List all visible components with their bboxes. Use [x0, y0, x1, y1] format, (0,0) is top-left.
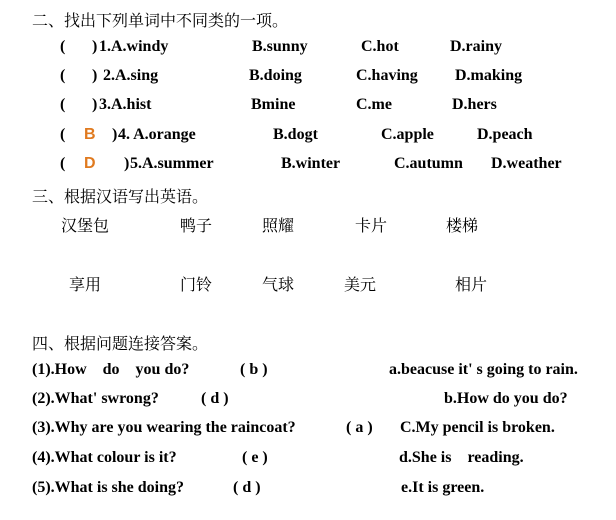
- option-a: 2.A.sing: [103, 67, 159, 84]
- option-a: 5.A.summer: [130, 155, 214, 172]
- option-b: Bmine: [251, 96, 296, 113]
- option-b: B.winter: [281, 155, 341, 172]
- chinese-word: 楼梯: [446, 216, 479, 235]
- option-d: D.hers: [452, 96, 497, 113]
- paren-close: ): [124, 155, 130, 172]
- answer-option: e.It is green.: [401, 479, 485, 496]
- section4-heading: 四、根据问题连接答案。: [32, 334, 209, 353]
- section2-heading: 二、找出下列单词中不同类的一项。: [32, 11, 289, 30]
- answer-option: a.beacuse it' s going to rain.: [389, 361, 578, 378]
- option-b: B.sunny: [252, 38, 308, 55]
- paren-open: (: [60, 126, 66, 143]
- option-b: B.doing: [249, 67, 302, 84]
- chinese-word: 美元: [344, 275, 377, 294]
- chinese-word: 照耀: [262, 216, 295, 235]
- option-c: C.hot: [361, 38, 399, 55]
- question: (1).How do you do?: [32, 361, 190, 378]
- section3-heading: 三、根据汉语写出英语。: [32, 187, 209, 206]
- option-a: 1.A.windy: [99, 38, 169, 55]
- answer-option: d.She is reading.: [399, 449, 524, 466]
- option-c: C.autumn: [394, 155, 463, 172]
- chinese-word: 门铃: [180, 275, 213, 294]
- question: (5).What is she doing?: [32, 479, 185, 496]
- question: (4).What colour is it?: [32, 449, 177, 466]
- chinese-word: 汉堡包: [61, 216, 110, 235]
- question: (3).Why are you wearing the raincoat?: [32, 419, 296, 436]
- option-c: C.apple: [381, 126, 434, 143]
- chinese-word: 享用: [69, 275, 102, 294]
- option-d: D.weather: [491, 155, 562, 172]
- paren-close: ): [92, 38, 98, 55]
- paren-close: ): [112, 126, 118, 143]
- option-a: 4. A.orange: [118, 126, 196, 143]
- option-c: C.having: [356, 67, 418, 84]
- paren-open: (: [60, 67, 66, 84]
- chinese-word: 鸭子: [180, 216, 213, 235]
- answer-option: C.My pencil is broken.: [400, 419, 555, 436]
- option-d: D.peach: [477, 126, 533, 143]
- option-a: 3.A.hist: [99, 96, 152, 113]
- chinese-word: 卡片: [355, 216, 388, 235]
- answer-option: b.How do you do?: [444, 390, 568, 407]
- match-answer: ( b ): [240, 361, 268, 378]
- match-answer: ( d ): [233, 479, 261, 496]
- paren-open: (: [60, 38, 66, 55]
- match-answer: ( d ): [201, 390, 229, 407]
- option-b: B.dogt: [273, 126, 318, 143]
- paren-open: (: [60, 96, 66, 113]
- chinese-word: 气球: [262, 275, 295, 294]
- chinese-word: 相片: [455, 275, 488, 294]
- paren-close: ): [92, 96, 98, 113]
- option-d: D.making: [455, 67, 523, 84]
- answer-mark: D: [84, 155, 96, 172]
- question: (2).What' swrong?: [32, 390, 159, 407]
- match-answer: ( e ): [242, 449, 268, 466]
- paren-open: (: [60, 155, 66, 172]
- match-answer: ( a ): [346, 419, 373, 436]
- option-c: C.me: [356, 96, 392, 113]
- answer-mark: B: [84, 126, 96, 143]
- paren-close: ): [92, 67, 98, 84]
- option-d: D.rainy: [450, 38, 502, 55]
